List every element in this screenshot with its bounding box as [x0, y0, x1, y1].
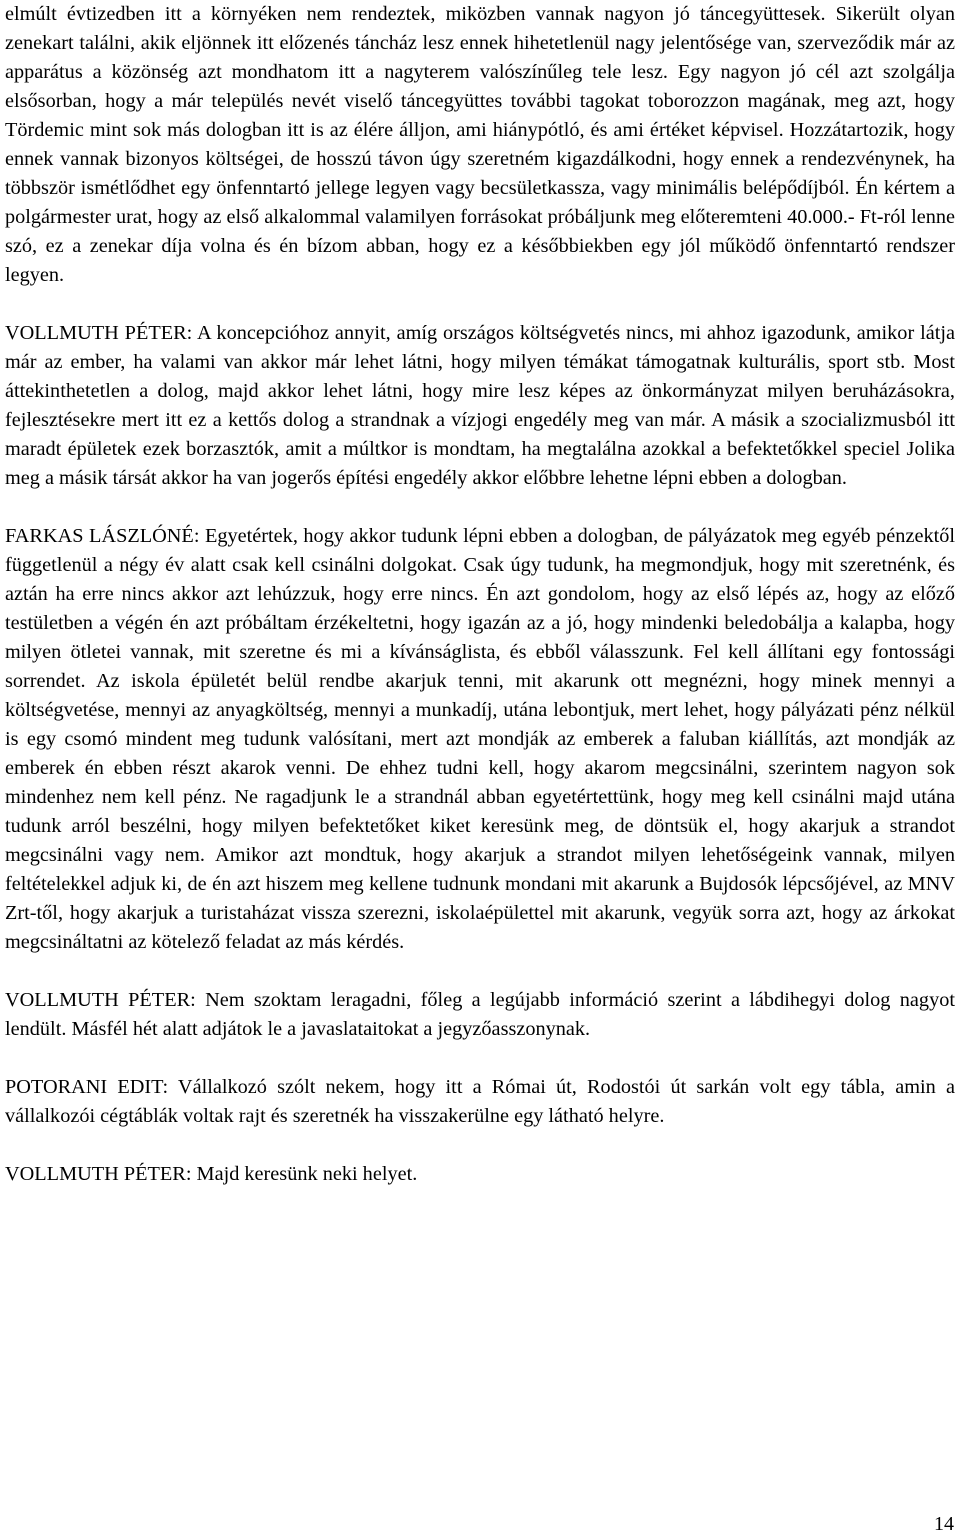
paragraph-dance-event: elmúlt évtizedben itt a környéken nem rendeztek, miközben vannak nagyon jó táncegyüttesek. Sikerült olyan zenekart találni, akik eljönnek itt előzenés táncház lesz ennek hihetetlenül nagy jelentősége van, szerveződik már az apparátus a közönség azt mondhatom itt a nagyterem valószínűleg tele lesz. Egy nagyon jó cél azt szolgálja elsősorban, hogy a már település nevét viselő táncegyüttes további tagokat toborozzon magának, meg azt, hogy Tördemic mint sok más dologban itt is az élére álljon, ami hiánypótló, és ami értéket képvisel. Hozzátartozik, hogy ennek vannak bizonyos költségei, de hosszú távon úgy szeretném kigazdálkodni, hogy ennek a rendezvénynek, ha többször ismétlődhet egy önfenntartó jellege legyen vagy becsületkassza, vagy minimális belépődíjból. Én kértem a polgármester urat, hogy az első alkalommal valamilyen forrásokat próbáljunk meg előteremteni 40.000.- Ft-ról lenne szó, ez a zenekar díja volna és én bízom abban, hogy ez a későbbiekben egy jól működő önfenntartó rendszer legyen. — [5, 3, 955, 286]
page-number: 14 — [934, 1513, 954, 1535]
paragraph-vollmuth-proposals: VOLLMUTH PÉTER: Nem szoktam leragadni, főleg a legújabb információ szerint a lábdihegyi dolog nagyot lendült. Másfél hét alatt adjátok le a javaslataitokat a jegyzőasszonynak. — [5, 989, 955, 1040]
paragraph-vollmuth-reply: VOLLMUTH PÉTER: Majd keresünk neki helyet. — [5, 1163, 418, 1185]
paragraph-vollmuth-concept: VOLLMUTH PÉTER: A koncepcióhoz annyit, amíg országos költségvetés nincs, mi ahhoz igazodunk, amikor látja már az ember, ha valami van akkor már lehet látni, hogy milyen témákat támogatnak kulturális, sport stb. Most áttekinthetetlen a dolog, majd akkor lehet látni, hogy mire lesz képes az önkormányzat milyen beruházásokra, fejlesztésekre mert itt ez a kettős dolog a strandnak a vízjogi engedély meg van már. A másik a szocializmusból itt maradt épületek ezek borzasztók, amit a múltkor is mondtam, ha megtalálna azokkal a befektetőkkel speciel Jolika meg a másik társát akkor ha van jogerős építési engedély akkor előbbre lehetne lépni ebben a dologban. — [5, 322, 955, 489]
document-page — [5, 0, 955, 1189]
paragraph-farkas-laszlone: FARKAS LÁSZLÓNÉ: Egyetértek, hogy akkor tudunk lépni ebben a dologban, de pályázatok meg egyéb pénzektől függetlenül a négy év alatt csak kell csinálni dolgokat. Csak úgy tudunk, ha megmondjuk, hogy mit szeretnénk, és aztán ha erre nincs akkor azt lehúzzuk, hogy erre nincs. Én azt gondolom, hogy az első lépés az, hogy az előző testületben a végén én azt próbáltam érzékeltetni, hogy igazán az a jó, hogy mindenki beledobálja a kalapba, hogy milyen ötletei vannak, mit szeretne és mi a kívánságlista, és ebből válasszunk. Fel kell állítani egy fontossági sorrendet. Az iskola épületét belül rendbe akarjuk tenni, mit akarunk ott megnézni, hogy minek mennyi a költségvetése, mennyi az anyagköltség, mennyi a munkadíj, utána lebontjuk, mert lehet, hogy pályázati pénz nélkül is egy csomó mindent meg tudunk valósítani, mert azt mondják az emberek a faluban kiállítás, azt mondják az emberek én ebben részt akarok venni. De ehhez tudni kell, hogy akarom megcsinálni, szerintem nagyon sok mindenhez nem kell pénz. Ne ragadjunk le a strandnál abban egyetértettünk, hogy meg kell csinálni majd utána tudunk arról beszélni, hogy milyen befektetőket kiket keresünk meg, de döntsük el, hogy akarjuk a strandot megcsinálni vagy nem. Amikor azt mondtuk, hogy akarjuk a strandot milyen lehetőségeink vannak, milyen feltételekkel adjuk ki, de én azt hiszem meg kellene tudnunk mondani mit akarunk a Bujdosók lépcsőjével, az MNV Zrt-től, hogy akarjuk a turistaházat vissza szerezni, iskolaépülettel mit akarunk, vegyük sorra azt, hogy az árkokat megcsináltatni az kötelező feladat az más kérdés. — [5, 525, 955, 953]
paragraph-potorani-edit: POTORANI EDIT: Vállalkozó szólt nekem, hogy itt a Római út, Rodostói út sarkán volt egy tábla, amin a vállalkozói cégtáblák voltak rajt és szeretnék ha visszakerülne egy látható helyre. — [5, 1076, 955, 1127]
